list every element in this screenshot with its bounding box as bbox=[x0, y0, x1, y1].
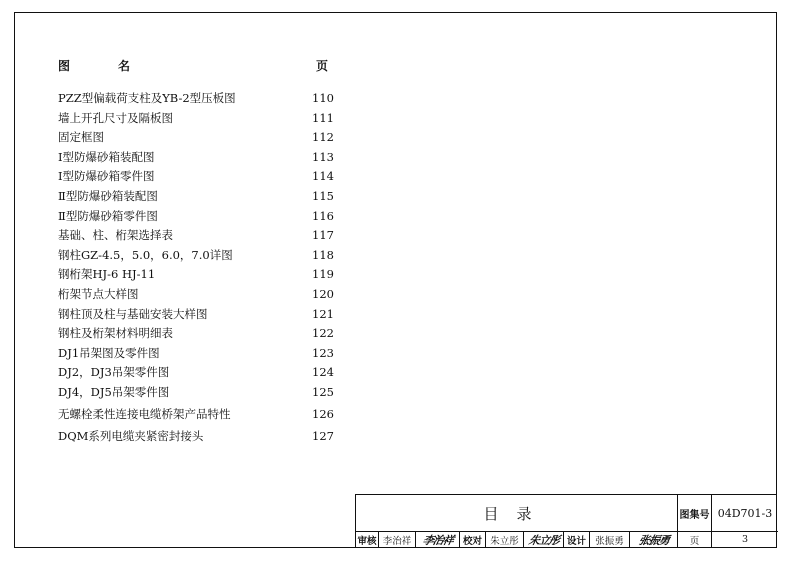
page-label: 页 bbox=[678, 532, 712, 547]
toc-row bbox=[58, 265, 348, 285]
toc-item-title: 钢柱及桁架材料明细表 bbox=[58, 326, 173, 341]
toc-item-title: DJ4，DJ5吊架零件图 bbox=[58, 384, 170, 399]
atlas-number-value: 04D701-3 bbox=[712, 495, 778, 532]
toc-row bbox=[58, 167, 348, 187]
toc-row bbox=[58, 305, 348, 325]
toc-item-title: 钢柱GZ-4.5，5.0，6.0，7.0详图 bbox=[58, 247, 233, 262]
checker-signature bbox=[524, 532, 564, 547]
toc-item-title: DJ2，DJ3吊架零件图 bbox=[58, 365, 170, 380]
review-label: 审核 bbox=[356, 532, 379, 547]
toc-row bbox=[58, 109, 348, 129]
title-block bbox=[355, 494, 777, 548]
toc-header-page: 页 bbox=[316, 59, 329, 73]
toc-item-title: 固定框图 bbox=[58, 130, 104, 145]
designer-signature bbox=[630, 532, 678, 547]
toc-row bbox=[58, 187, 348, 207]
drawing-title: 目录 bbox=[356, 495, 678, 532]
toc-item-page: 117 bbox=[312, 228, 334, 243]
toc-item-title: Ⅱ型防爆砂箱零件图 bbox=[58, 208, 158, 223]
reviewer-signature-text: 李治祥 bbox=[421, 533, 454, 547]
designer-signature-text: 张振勇 bbox=[637, 533, 670, 547]
toc-row bbox=[58, 207, 348, 227]
toc-item-title: 桁架节点大样图 bbox=[58, 286, 139, 301]
toc-row bbox=[58, 425, 348, 447]
toc-row bbox=[58, 128, 348, 148]
toc-item-title: 钢桁架HJ-6 HJ-11 bbox=[58, 267, 156, 282]
toc-item-page: 124 bbox=[312, 365, 334, 380]
reviewer-signature bbox=[416, 532, 460, 547]
toc-row bbox=[58, 324, 348, 344]
toc-item-page: 119 bbox=[312, 267, 334, 282]
check-label: 校对 bbox=[460, 532, 486, 547]
toc-item-page: 122 bbox=[312, 326, 334, 341]
toc-item-page: 127 bbox=[312, 428, 334, 443]
toc-item-page: 114 bbox=[312, 169, 334, 184]
toc-row bbox=[58, 363, 348, 383]
design-label: 设计 bbox=[564, 532, 590, 547]
atlas-number-label: 图集号 bbox=[678, 495, 712, 532]
toc-row bbox=[58, 403, 348, 425]
toc-item-page: 123 bbox=[312, 345, 334, 360]
toc-item-title: Ⅱ型防爆砂箱装配图 bbox=[58, 188, 158, 203]
toc-item-page: 121 bbox=[312, 306, 334, 321]
toc-row bbox=[58, 226, 348, 246]
toc-item-title: Ⅰ型防爆砂箱装配图 bbox=[58, 149, 155, 164]
toc-item-page: 125 bbox=[312, 384, 334, 399]
toc-item-page: 120 bbox=[312, 286, 334, 301]
toc-row bbox=[58, 89, 348, 109]
toc-header-name-part-1: 图 bbox=[58, 59, 71, 73]
toc-item-page: 115 bbox=[312, 188, 334, 203]
designer-name: 张振勇 bbox=[590, 532, 630, 547]
checker-signature-text: 朱立彤 bbox=[527, 533, 560, 547]
page-number: 3 bbox=[741, 534, 749, 545]
toc-item-title: DJ1吊架图及零件图 bbox=[58, 345, 160, 360]
toc-item-title: 基础、柱、桁架选择表 bbox=[58, 228, 173, 243]
checker-name: 朱立彤 bbox=[486, 532, 524, 547]
reviewer-name: 李治祥 bbox=[379, 532, 416, 547]
toc-row bbox=[58, 285, 348, 305]
toc-item-title: Ⅰ型防爆砂箱零件图 bbox=[58, 169, 155, 184]
toc-item-page: 111 bbox=[312, 110, 334, 125]
toc-item-title: 无螺栓柔性连接电缆桥架产品特性 bbox=[58, 406, 231, 421]
toc-item-page: 116 bbox=[312, 208, 334, 223]
signature-row bbox=[356, 532, 778, 547]
toc-row bbox=[58, 148, 348, 168]
toc-item-page: 126 bbox=[312, 406, 334, 421]
toc-item-title: 钢柱顶及柱与基础安装大样图 bbox=[58, 306, 208, 321]
toc-item-title: 墙上开孔尺寸及隔板图 bbox=[58, 110, 173, 125]
table-of-contents bbox=[58, 57, 348, 447]
toc-item-page: 110 bbox=[312, 91, 334, 105]
toc-item-title: PZZ型偏载荷支柱及YB-2型压板图 bbox=[58, 91, 236, 105]
toc-row bbox=[58, 344, 348, 364]
toc-row bbox=[58, 383, 348, 403]
toc-header-name-part-2: 名 bbox=[118, 59, 131, 73]
toc-item-page: 118 bbox=[312, 247, 334, 262]
toc-item-page: 112 bbox=[312, 130, 334, 145]
toc-item-page: 113 bbox=[312, 149, 334, 164]
toc-header bbox=[58, 57, 348, 77]
toc-item-title: DQM系列电缆夹紧密封接头 bbox=[58, 428, 204, 443]
toc-row bbox=[58, 246, 348, 266]
